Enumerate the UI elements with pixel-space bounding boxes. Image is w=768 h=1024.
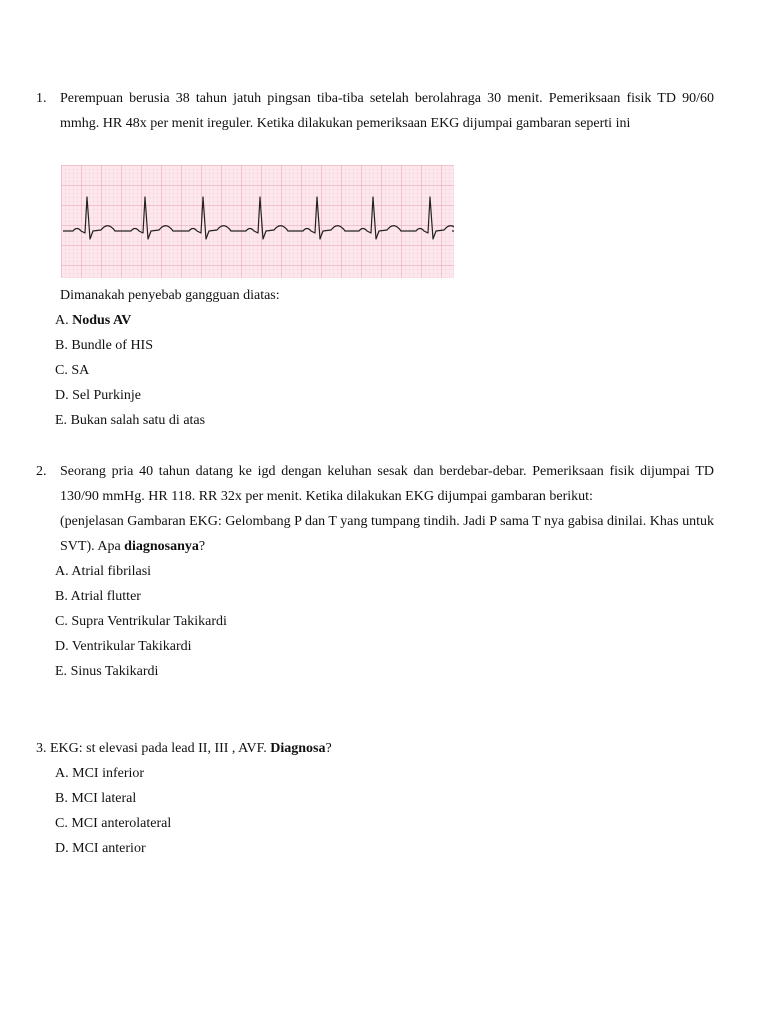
answer-option [36,609,714,634]
question-number: 3. [36,741,47,756]
answer-option [36,383,714,408]
question-prompt: Dimanakah penyebab gangguan diatas: [60,288,280,303]
option-text: Bukan salah satu di atas [70,413,206,428]
answer-option [36,811,714,836]
answer-option [36,333,714,358]
option-letter: C. [55,363,68,378]
option-text: Atrial fibrilasi [71,564,152,579]
option-letter: A. [55,766,69,781]
explanation-bold: diagnosanya [124,539,199,554]
question-number: 2. [36,464,47,479]
option-letter: D. [55,388,69,403]
option-text: MCI lateral [71,791,137,806]
answer-option [36,408,714,433]
option-text: Nodus AV [72,313,132,328]
option-text: MCI inferior [72,766,145,781]
question-3 [36,736,714,861]
option-letter: D. [55,639,69,654]
answer-option [36,308,714,333]
option-letter: B. [55,791,68,806]
question-1 [36,86,714,136]
option-text: Supra Ventrikular Takikardi [71,614,227,629]
explanation-text: (penjelasan Gambaran EKG: Gelombang P dan T yang tumpang tindih. Jadi P sama T nya gabisa dinilai. Khas untuk SVT). Apa [60,514,714,554]
question-number: 1. [36,91,47,106]
question-2 [36,459,714,684]
question-text-end: ? [325,741,332,756]
option-letter: E. [55,413,68,428]
option-text: Sinus Takikardi [70,664,159,679]
answer-option [36,634,714,659]
option-text: Sel Purkinje [72,388,141,403]
ecg-strip-image [61,165,454,278]
option-letter: B. [55,338,68,353]
option-text: SA [71,363,90,378]
option-text: Ventrikular Takikardi [71,639,192,654]
option-letter: D. [55,841,69,856]
answer-option [36,559,714,584]
question-1-options [36,283,714,433]
question-text-bold: Diagnosa [270,741,326,756]
option-letter: B. [55,589,68,604]
option-letter: A. [55,564,69,579]
question-text: Seorang pria 40 tahun datang ke igd dengan keluhan sesak dan berdebar-debar. Pemeriksaan fisik dijumpai TD 130/90 mmHg. HR 118. RR 32x per menit. Ketika dilakukan EKG dijumpai gambaran berikut: [60,464,714,504]
option-letter: E. [55,664,68,679]
answer-option [36,786,714,811]
answer-option [36,584,714,609]
option-text: Bundle of HIS [71,338,154,353]
answer-option [36,358,714,383]
question-text [36,736,714,761]
option-text: MCI anterolateral [71,816,172,831]
answer-option [36,761,714,786]
question-text: Perempuan berusia 38 tahun jatuh pingsan tiba-tiba setelah berolahraga 30 menit. Pemeriksaan fisik TD 90/60 mmhg. HR 48x per menit ireguler. Ketika dilakukan pemeriksaan EKG dijumpai gambaran seperti ini [60,91,714,131]
answer-option [36,659,714,684]
option-letter: C. [55,816,68,831]
option-letter: C. [55,614,68,629]
option-text: MCI anterior [72,841,146,856]
option-text: Atrial flutter [70,589,141,604]
answer-option [36,836,714,861]
option-letter: A. [55,313,69,328]
question-explanation [36,509,714,559]
question-text-main: EKG: st elevasi pada lead II, III , AVF. [50,741,271,756]
explanation-end: ? [198,539,206,554]
